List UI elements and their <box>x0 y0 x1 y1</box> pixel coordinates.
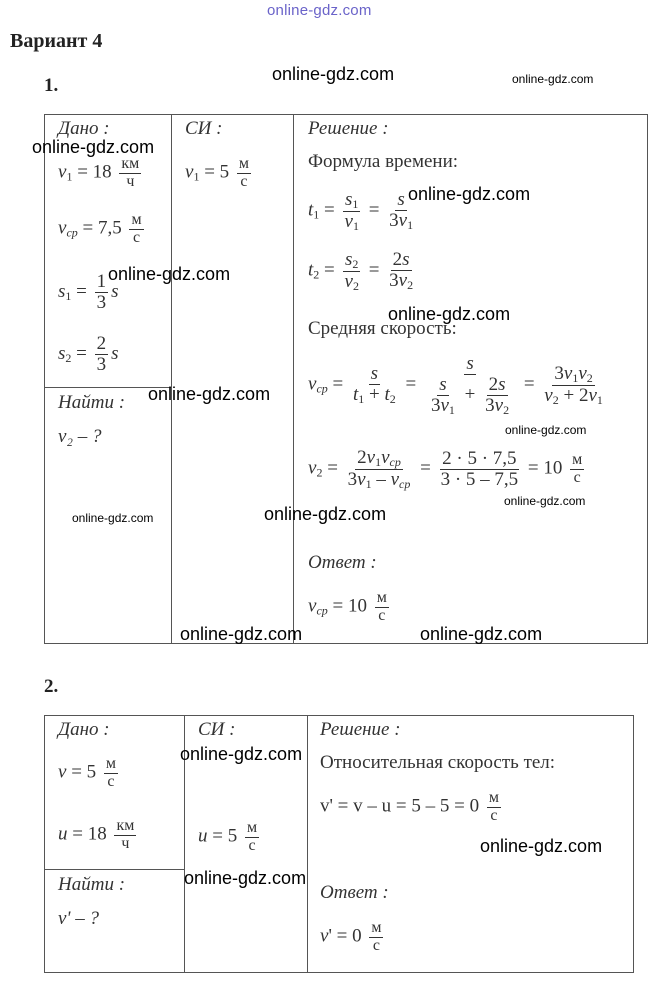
watermark: online-gdz.com <box>148 384 271 404</box>
solution-label: Решение : <box>320 719 401 740</box>
formula-t2: $t_2$ = $\frac{s_2}{v_2}$ = $\frac{2s}{3v_2}$ <box>308 249 414 293</box>
watermark: online-gdz.com <box>32 137 155 157</box>
answer-label: Ответ : <box>308 552 377 573</box>
avg-speed-label: Средняя скорость: <box>308 318 457 339</box>
si-v1: $v_1 = 5$ $\frac{м}{с}$ <box>185 155 250 190</box>
variant-title: Вариант 4 <box>10 30 103 52</box>
watermark: online-gdz.com <box>180 624 303 644</box>
find-label: Найти : <box>58 392 126 413</box>
watermark: online-gdz.com <box>264 504 387 524</box>
time-formula-label: Формула времени: <box>308 151 459 172</box>
given-v: v = 5 $\frac{м}{с}$ <box>58 755 117 790</box>
given-label: Дано : <box>58 118 110 139</box>
given-label: Дано : <box>58 719 110 740</box>
given-u: u = 18 $\frac{км}{ч}$ <box>58 817 135 852</box>
answer-value: v' = 0 $\frac{м}{с}$ <box>320 919 382 954</box>
watermark: online-gdz.com <box>388 304 511 324</box>
find-value: v' – ? <box>58 908 99 929</box>
watermark-top: online-gdz.com <box>267 2 372 19</box>
task-number: 2. <box>44 676 59 697</box>
answer-value: $v_{cp} = 10$ $\frac{м}{с}$ <box>308 589 387 624</box>
si-u: u = 5 $\frac{м}{с}$ <box>198 819 258 854</box>
watermark: online-gdz.com <box>180 744 303 764</box>
watermark: online-gdz.com <box>504 494 586 508</box>
watermark: online-gdz.com <box>420 624 543 644</box>
watermark: online-gdz.com <box>108 264 231 284</box>
formula-t1: $t_1$ = $\frac{s_1}{v_1}$ = $\frac{s}{3v_1}$ <box>308 189 414 233</box>
given-v1: $v_1 = 18$ $\frac{км}{ч}$ <box>58 155 140 190</box>
answer-label: Ответ : <box>320 882 389 903</box>
find-label: Найти : <box>58 874 126 895</box>
watermark: online-gdz.com <box>184 868 307 888</box>
given-s1: $s_1$ = $\frac{1}{3}$ s <box>58 271 119 313</box>
rel-speed-label: Относительная скорость тел: <box>320 752 556 773</box>
given-vcp: $v_{cp} = 7,5$ $\frac{м}{с}$ <box>58 211 142 246</box>
rel-speed-formula: v' = v – u = 5 – 5 = 0 $\frac{м}{с}$ <box>320 789 499 824</box>
given-s2: $s_2$ = $\frac{2}{3}$ s <box>58 333 119 375</box>
watermark: online-gdz.com <box>72 511 154 525</box>
watermark: online-gdz.com <box>272 64 395 84</box>
task-number: 1. <box>44 75 59 96</box>
formula-v2: $v_2$ = $\frac{2v_1v_{cp}}{3v_1 - v_{cp}}$ = $\frac{2 \cdot 5 \cdot 7,5}{3 \cdot 5 - 7,5}$ = 10 $\frac{м}{с}$ <box>308 447 583 491</box>
solution-label: Решение : <box>308 118 389 139</box>
si-label: СИ : <box>185 118 223 139</box>
watermark: online-gdz.com <box>505 423 587 437</box>
si-label: СИ : <box>198 719 236 740</box>
watermark: online-gdz.com <box>408 184 531 204</box>
watermark: online-gdz.com <box>512 72 594 86</box>
find-value: v₂ – ? <box>58 426 102 447</box>
formula-vcp: $v_{cp}$ = $\frac{s}{t_1 + t_2}$ = s $\frac{s}{3v_1}$ + $\frac{2s}{3v_2}$ = $\frac{3v_1v_2}{v_2 + 2v_1}$ <box>308 353 603 417</box>
watermark: online-gdz.com <box>480 836 603 856</box>
